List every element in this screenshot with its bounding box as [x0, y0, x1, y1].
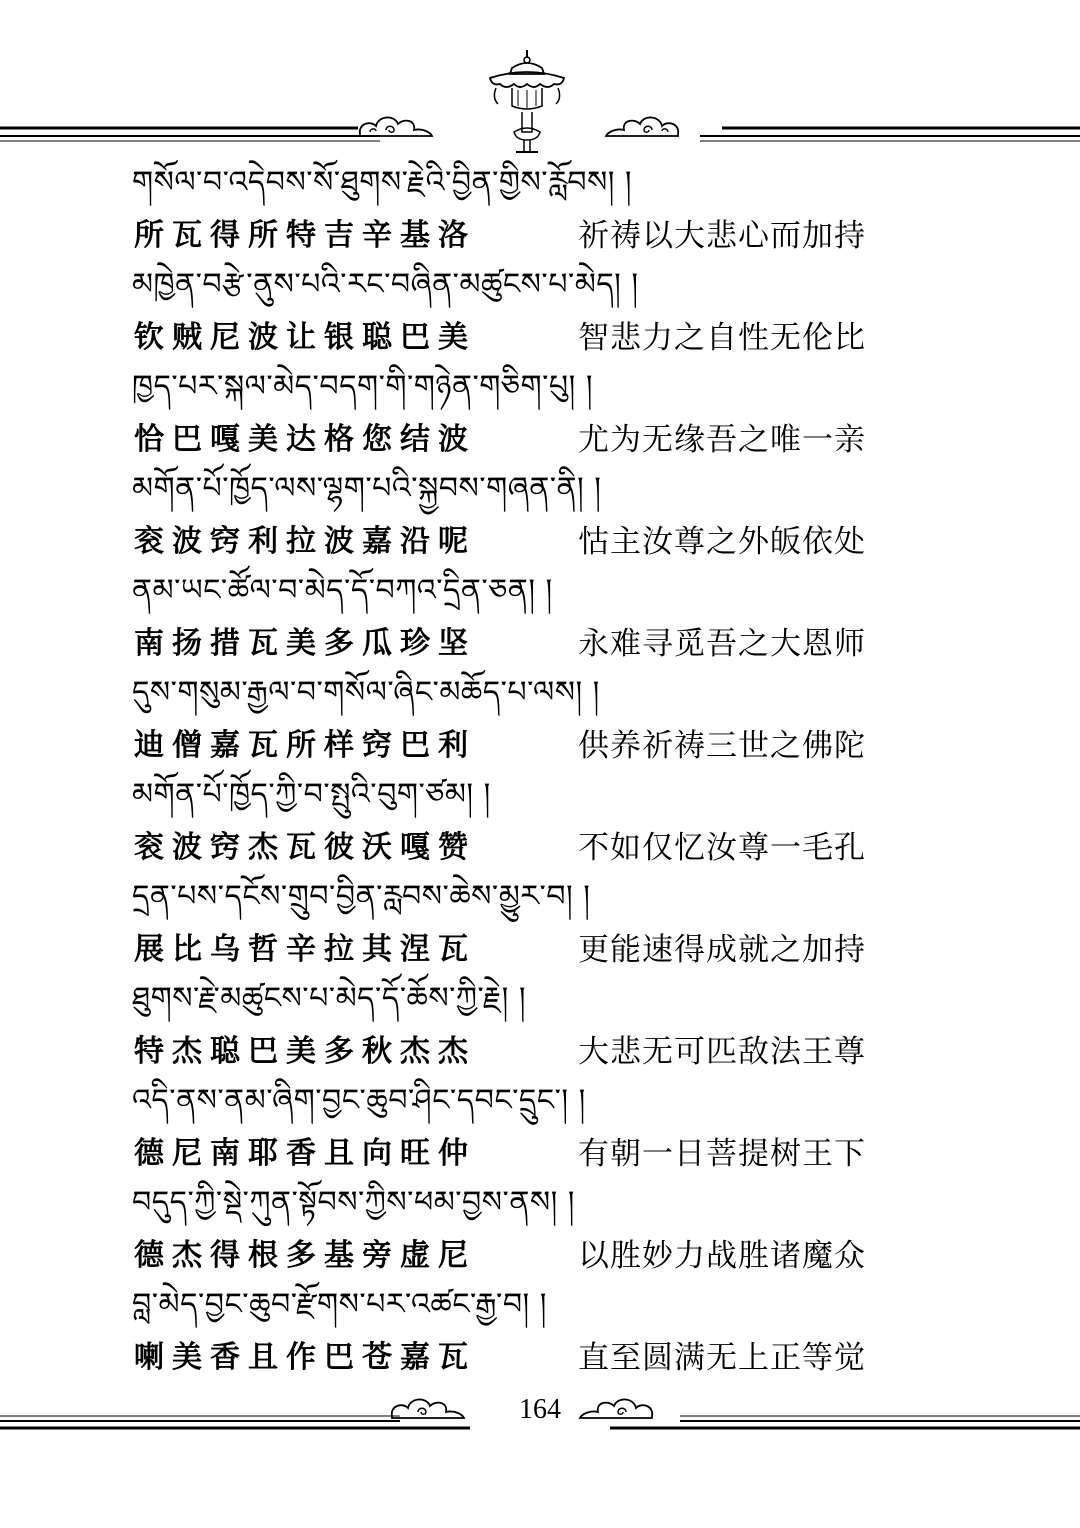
transliteration-line: 恰巴嘎美达格您结波 [134, 422, 476, 457]
transliteration-line: 德杰得根多基旁虚尼 [134, 1238, 476, 1273]
transliteration-line: 特杰聪巴美多秋杰杰 [134, 1034, 476, 1069]
translation-line: 供养祈祷三世之佛陀 [578, 728, 866, 764]
translation-line: 怙主汝尊之外皈依处 [578, 524, 866, 560]
verse-block [0, 974, 1080, 1076]
tibetan-line: དུས་གསུམ་རྒྱལ་བ་གསོལ་ཞིང་མཆོད་པ་ལས། ། [132, 675, 600, 710]
verse-block [0, 872, 1080, 974]
tibetan-line: མཁྱེན་བརྩེ་ནུས་པའི་རང་བཞིན་མཚུངས་པ་མེད། ། [132, 267, 639, 302]
transliteration-line: 钦贼尼波让银聪巴美 [134, 320, 476, 355]
transliteration-line: 南扬措瓦美多瓜珍坚 [134, 626, 476, 661]
tibetan-line: ནམ་ཡང་ཚོལ་བ་མེད་དོ་བཀའ་དྲིན་ཅན། ། [132, 573, 553, 608]
translation-line: 直至圆满无上正等觉 [578, 1340, 866, 1376]
verse-block [0, 1076, 1080, 1178]
page-header [0, 40, 1080, 160]
cloud-scroll-icon [388, 1394, 468, 1424]
page-number: 164 [519, 1394, 561, 1425]
tibetan-line: ཐུགས་རྗེ་མཚུངས་པ་མེད་དོ་ཆོས་ཀྱི་རྗེ། ། [132, 981, 526, 1016]
translation-line: 大悲无可匹敌法王尊 [578, 1034, 866, 1070]
verse-list [0, 158, 1080, 1382]
tibetan-line: བདུད་ཀྱི་སྡེ་ཀུན་སྟོབས་ཀྱིས་ཕམ་བྱས་ནས། ། [132, 1185, 575, 1220]
tibetan-line: མགོན་པོ་ཁྱོད་ཀྱི་བ་སྤུའི་བུག་ཙམ། ། [132, 777, 491, 812]
verse-block [0, 770, 1080, 872]
verse-block [0, 464, 1080, 566]
transliteration-line: 喇美香且作巴苍嘉瓦 [134, 1340, 476, 1375]
translation-line: 智悲力之自性无伦比 [578, 320, 866, 356]
verse-block [0, 260, 1080, 362]
transliteration-line: 迪僧嘉瓦所样窍巴利 [134, 728, 476, 763]
page-footer [0, 1378, 1080, 1448]
translation-line: 不如仅忆汝尊一毛孔 [578, 830, 866, 866]
parasol-emblem-icon [482, 48, 572, 158]
transliteration-line: 衮波窍杰瓦彼沃嘎赞 [134, 830, 476, 865]
tibetan-line: དྲན་པས་དངོས་གྲུབ་བྱིན་རླབས་ཆེས་མྱུར་བ། ། [132, 879, 591, 914]
transliteration-line: 展比乌哲辛拉其涅瓦 [134, 932, 476, 967]
transliteration-line: 所瓦得所特吉辛基洛 [134, 218, 476, 253]
verse-block [0, 668, 1080, 770]
verse-block [0, 362, 1080, 464]
verse-block [0, 1280, 1080, 1382]
translation-line: 以胜妙力战胜诸魔众 [578, 1238, 866, 1274]
translation-line: 永难寻觅吾之大恩师 [578, 626, 866, 662]
translation-line: 祈祷以大悲心而加持 [578, 218, 866, 254]
cloud-scroll-icon [602, 112, 682, 142]
verse-block [0, 566, 1080, 668]
translation-line: 尤为无缘吾之唯一亲 [578, 422, 866, 458]
tibetan-line: གསོལ་བ་འདེབས་སོ་ཐུགས་རྗེའི་བྱིན་གྱིས་རློབས། ། [132, 165, 633, 200]
cloud-scroll-icon [356, 112, 436, 142]
tibetan-line: འདི་ནས་ནམ་ཞིག་བྱང་ཆུབ་ཤིང་དབང་དྲུང་། ། [132, 1083, 586, 1118]
verse-block [0, 158, 1080, 260]
tibetan-line: མགོན་པོ་ཁྱོད་ལས་ལྷག་པའི་སྐྱབས་གཞན་ནི། ། [132, 471, 602, 506]
transliteration-line: 衮波窍利拉波嘉沿呢 [134, 524, 476, 559]
translation-line: 更能速得成就之加持 [578, 932, 866, 968]
transliteration-line: 德尼南耶香且向旺仲 [134, 1136, 476, 1171]
verse-block [0, 1178, 1080, 1280]
tibetan-line: ཁྱད་པར་སྐལ་མེད་བདག་གི་གཉེན་གཅིག་པུ། ། [132, 369, 593, 404]
translation-line: 有朝一日菩提树王下 [578, 1136, 866, 1172]
tibetan-line: བླ་མེད་བྱང་ཆུབ་རྫོགས་པར་འཚང་རྒྱ་བ། ། [132, 1287, 547, 1322]
